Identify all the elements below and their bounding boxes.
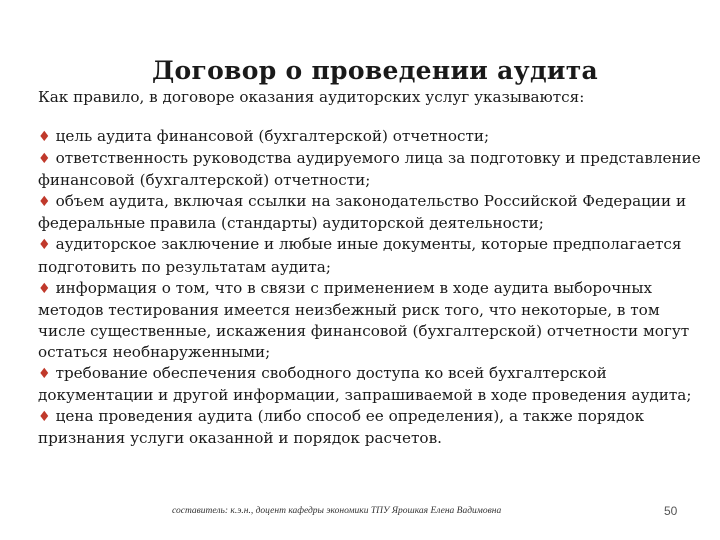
list-item: [38, 191, 708, 234]
list-item-text: ответственность руководства аудируемого лица за подготовку и представление финансовой (бухгалтерской) отчетности;: [38, 149, 701, 190]
diamond-bullet-icon: ♦: [38, 151, 51, 168]
list-item: [38, 234, 708, 277]
diamond-bullet-icon: ♦: [38, 237, 51, 254]
diamond-bullet-icon: ♦: [38, 129, 51, 145]
author-footer: составитель: к.э.н., доцент кафедры экономики ТПУ Ярошкая Елена Вадимовна: [172, 506, 502, 516]
list-item-text: аудиторское заключение и любые иные документы, которые предполагается подготовить по результатам аудита;: [38, 235, 682, 276]
list-item-text: информация о том, что в связи с применением в ходе аудита выборочных методов тестирования имеется неизбежный риск того, что некоторые, в том числе существенные, искажения финансовой (бухгалтерской) отчетности могут остаться необнаруженными;: [38, 278, 690, 361]
page-number: 50: [664, 504, 678, 518]
diamond-bullet-icon: ♦: [38, 409, 51, 426]
requirements-list: [38, 126, 708, 449]
list-item-text: объем аудита, включая ссылки на законодательство Российской Федерации и федеральные правила (стандарты) аудиторской деятельности;: [38, 192, 687, 233]
list-item-text: цель аудита финансовой (бухгалтерской) отчетности;: [55, 127, 490, 145]
list-item: [38, 278, 708, 363]
list-item: [38, 363, 708, 406]
list-item-text: требование обеспечения свободного доступа ко всей бухгалтерской документации и другой информации, запрашиваемой в ходе проведения аудита;: [38, 364, 692, 405]
intro-text: Как правило, в договоре оказания аудиторских услуг указываются:: [38, 88, 585, 106]
diamond-bullet-icon: ♦: [38, 194, 51, 211]
list-item: [38, 406, 708, 449]
list-item: [38, 148, 708, 191]
diamond-bullet-icon: ♦: [38, 366, 51, 383]
list-item-text: цена проведения аудита (либо способ ее определения), а также порядок признания услуги оказанной и порядок расчетов.: [38, 407, 645, 448]
list-item: [38, 126, 708, 148]
slide-title: Договор о проведении аудита: [151, 56, 599, 85]
diamond-bullet-icon: ♦: [38, 280, 51, 297]
